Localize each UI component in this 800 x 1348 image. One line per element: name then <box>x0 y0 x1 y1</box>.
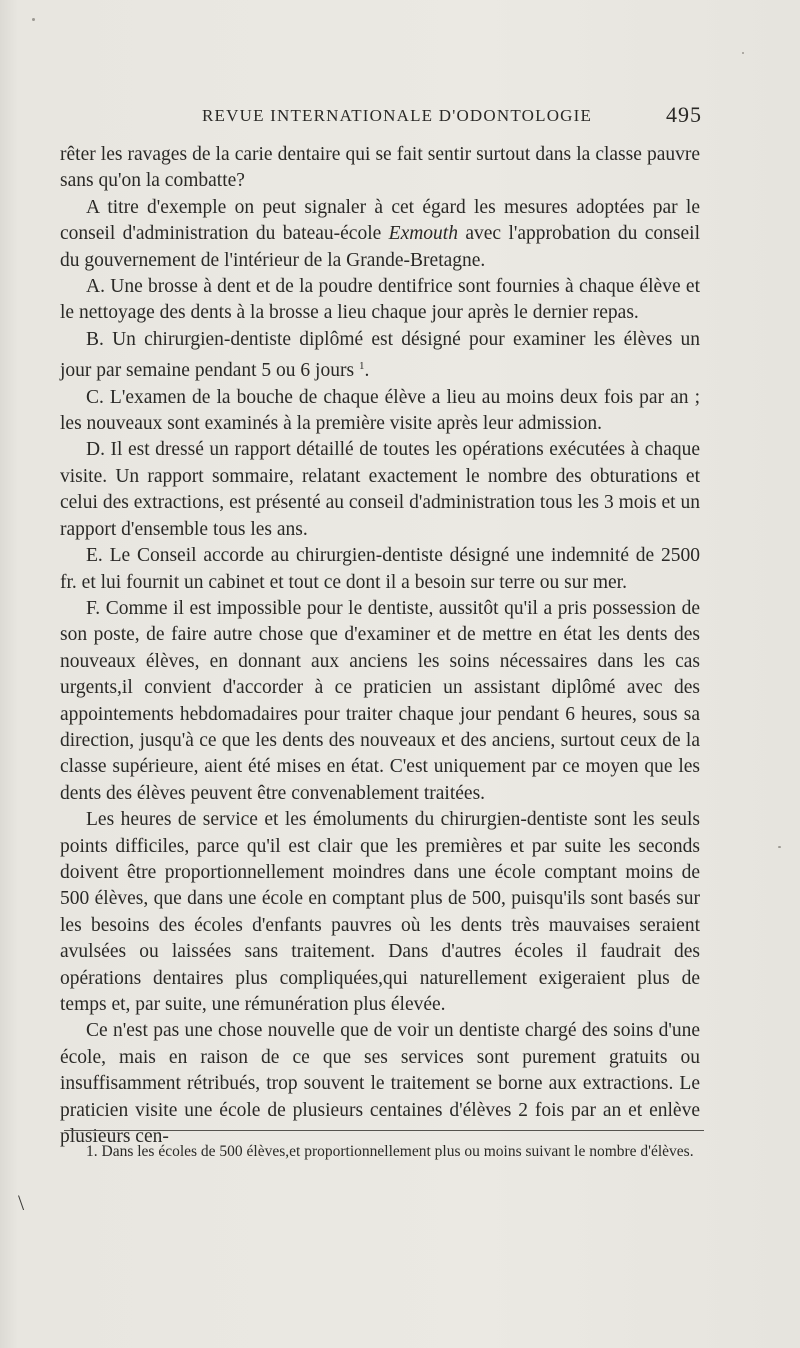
paragraph-example-text-a: A titre d'exemple on peut signaler à cet égard les mesures adoptées par le conseil d'administration du bateau-école <box>60 196 700 245</box>
paper-speck <box>742 52 744 54</box>
running-head <box>60 102 702 130</box>
paragraph-measure-e: E. Le Conseil accorde au chirurgien-dentiste désigné une indemnité de 2500 fr. et lui fournit un cabinet et tout ce dont il a besoin sur terre ou sur mer. <box>60 545 700 593</box>
footnote-divider <box>64 1130 704 1131</box>
paragraph-dentist-visits: Ce n'est pas une chose nouvelle que de voir un dentiste chargé des soins d'une école, mais en raison de ce que ses services sont purement gratuits ou insuffisamment rétribués, trop souvent le traitement se borne aux extractions. Le praticien visite une école de plusieurs centaines d'élèves 2 fois par an et enlève plusieurs cen- <box>60 1020 700 1148</box>
paper-speck <box>778 846 781 848</box>
paragraph-measure-a: A. Une brosse à dent et de la poudre dentifrice sont fournies à chaque élève et le nettoyage des dents à la brosse a lieu chaque jour après le dernier repas. <box>60 276 700 324</box>
paragraph-measure-b <box>60 327 700 385</box>
footnote: 1. Dans les écoles de 500 élèves,et proportionnellement plus ou moins suivant le nombre d'élèves. <box>86 1143 694 1160</box>
paragraph-measure-f: F. Comme il est impossible pour le dentiste, aussitôt qu'il a pris possession de son poste, de faire autre chose que d'examiner et de mettre en état les dents des nouveaux élèves, en donnant aux anciens les soins nécessaires dans les cas urgents,il convient d'accorder à ce praticien un assistant diplômé avec des appointements hebdomadaires pour traiter chaque jour pendant 6 heures, sous sa direction, jusqu'à ce que les dents des nouveaux et des anciens, surtout ceux de la classe supérieure, aient été mises en état. C'est uniquement par ce moyen que les dents des élèves peuvent être convenablement traitées. <box>60 597 700 804</box>
paragraph-example <box>60 195 700 274</box>
body-text <box>60 142 700 1150</box>
paragraph-service-hours: Les heures de service et les émoluments du chirurgien-dentiste sont les seuls points difficiles, parce qu'il est clair que les premières et par suite les seconds doivent être proportionnellement moindres dans une école comptant moins de 500 élèves, que dans une école en comptant plus de 500, puisqu'ils sont basés sur les besoins des écoles d'enfants pauvres où les dents très mauvaises seraient avulsées ou laissées sans traitement. Dans d'autres écoles il faudrait des opérations dentaires plus compliquées,qui naturellement exigeraient plus de temps et, par suite, une rémunération plus élevée. <box>60 809 700 1015</box>
paragraph-measure-b-text: B. Un chirurgien-dentiste diplômé est désigné pour examiner les élèves un jour par semaine pendant 5 ou 6 jours <box>60 328 700 382</box>
paragraph-measure-c: C. L'examen de la bouche de chaque élève a lieu au moins deux fois par an ; les nouveaux sont examinés à la première visite après leur admission. <box>60 386 700 435</box>
paragraph-measure-d: D. Il est dressé un rapport détaillé de toutes les opérations exécutées à chaque visite. Un rapport sommaire, relatant exactement le nombre des obturations et celui des extractions, est présenté au conseil d'administration tous les 3 mois et un rapport d'ensemble tous les ans. <box>60 439 700 540</box>
footnote-ref: 1 <box>358 360 365 373</box>
paragraph-example-text-b: avec l'approbation du conseil du gouvernement de l'intérieur de la Grande-Bretagne. <box>60 223 700 271</box>
running-title: REVUE INTERNATIONALE D'ODONTOLOGIE <box>202 106 593 125</box>
ship-name: Exmouth <box>388 223 458 245</box>
stray-ink-mark: \ <box>18 1190 25 1215</box>
paragraph-measure-b-end: . <box>364 360 370 382</box>
page-number: 495 <box>666 102 702 127</box>
paper-speck <box>32 18 35 21</box>
paragraph-continuation: rêter les ravages de la carie dentaire qui se fait sentir surtout dans la classe pauvre sans qu'on la combatte? <box>60 144 700 192</box>
